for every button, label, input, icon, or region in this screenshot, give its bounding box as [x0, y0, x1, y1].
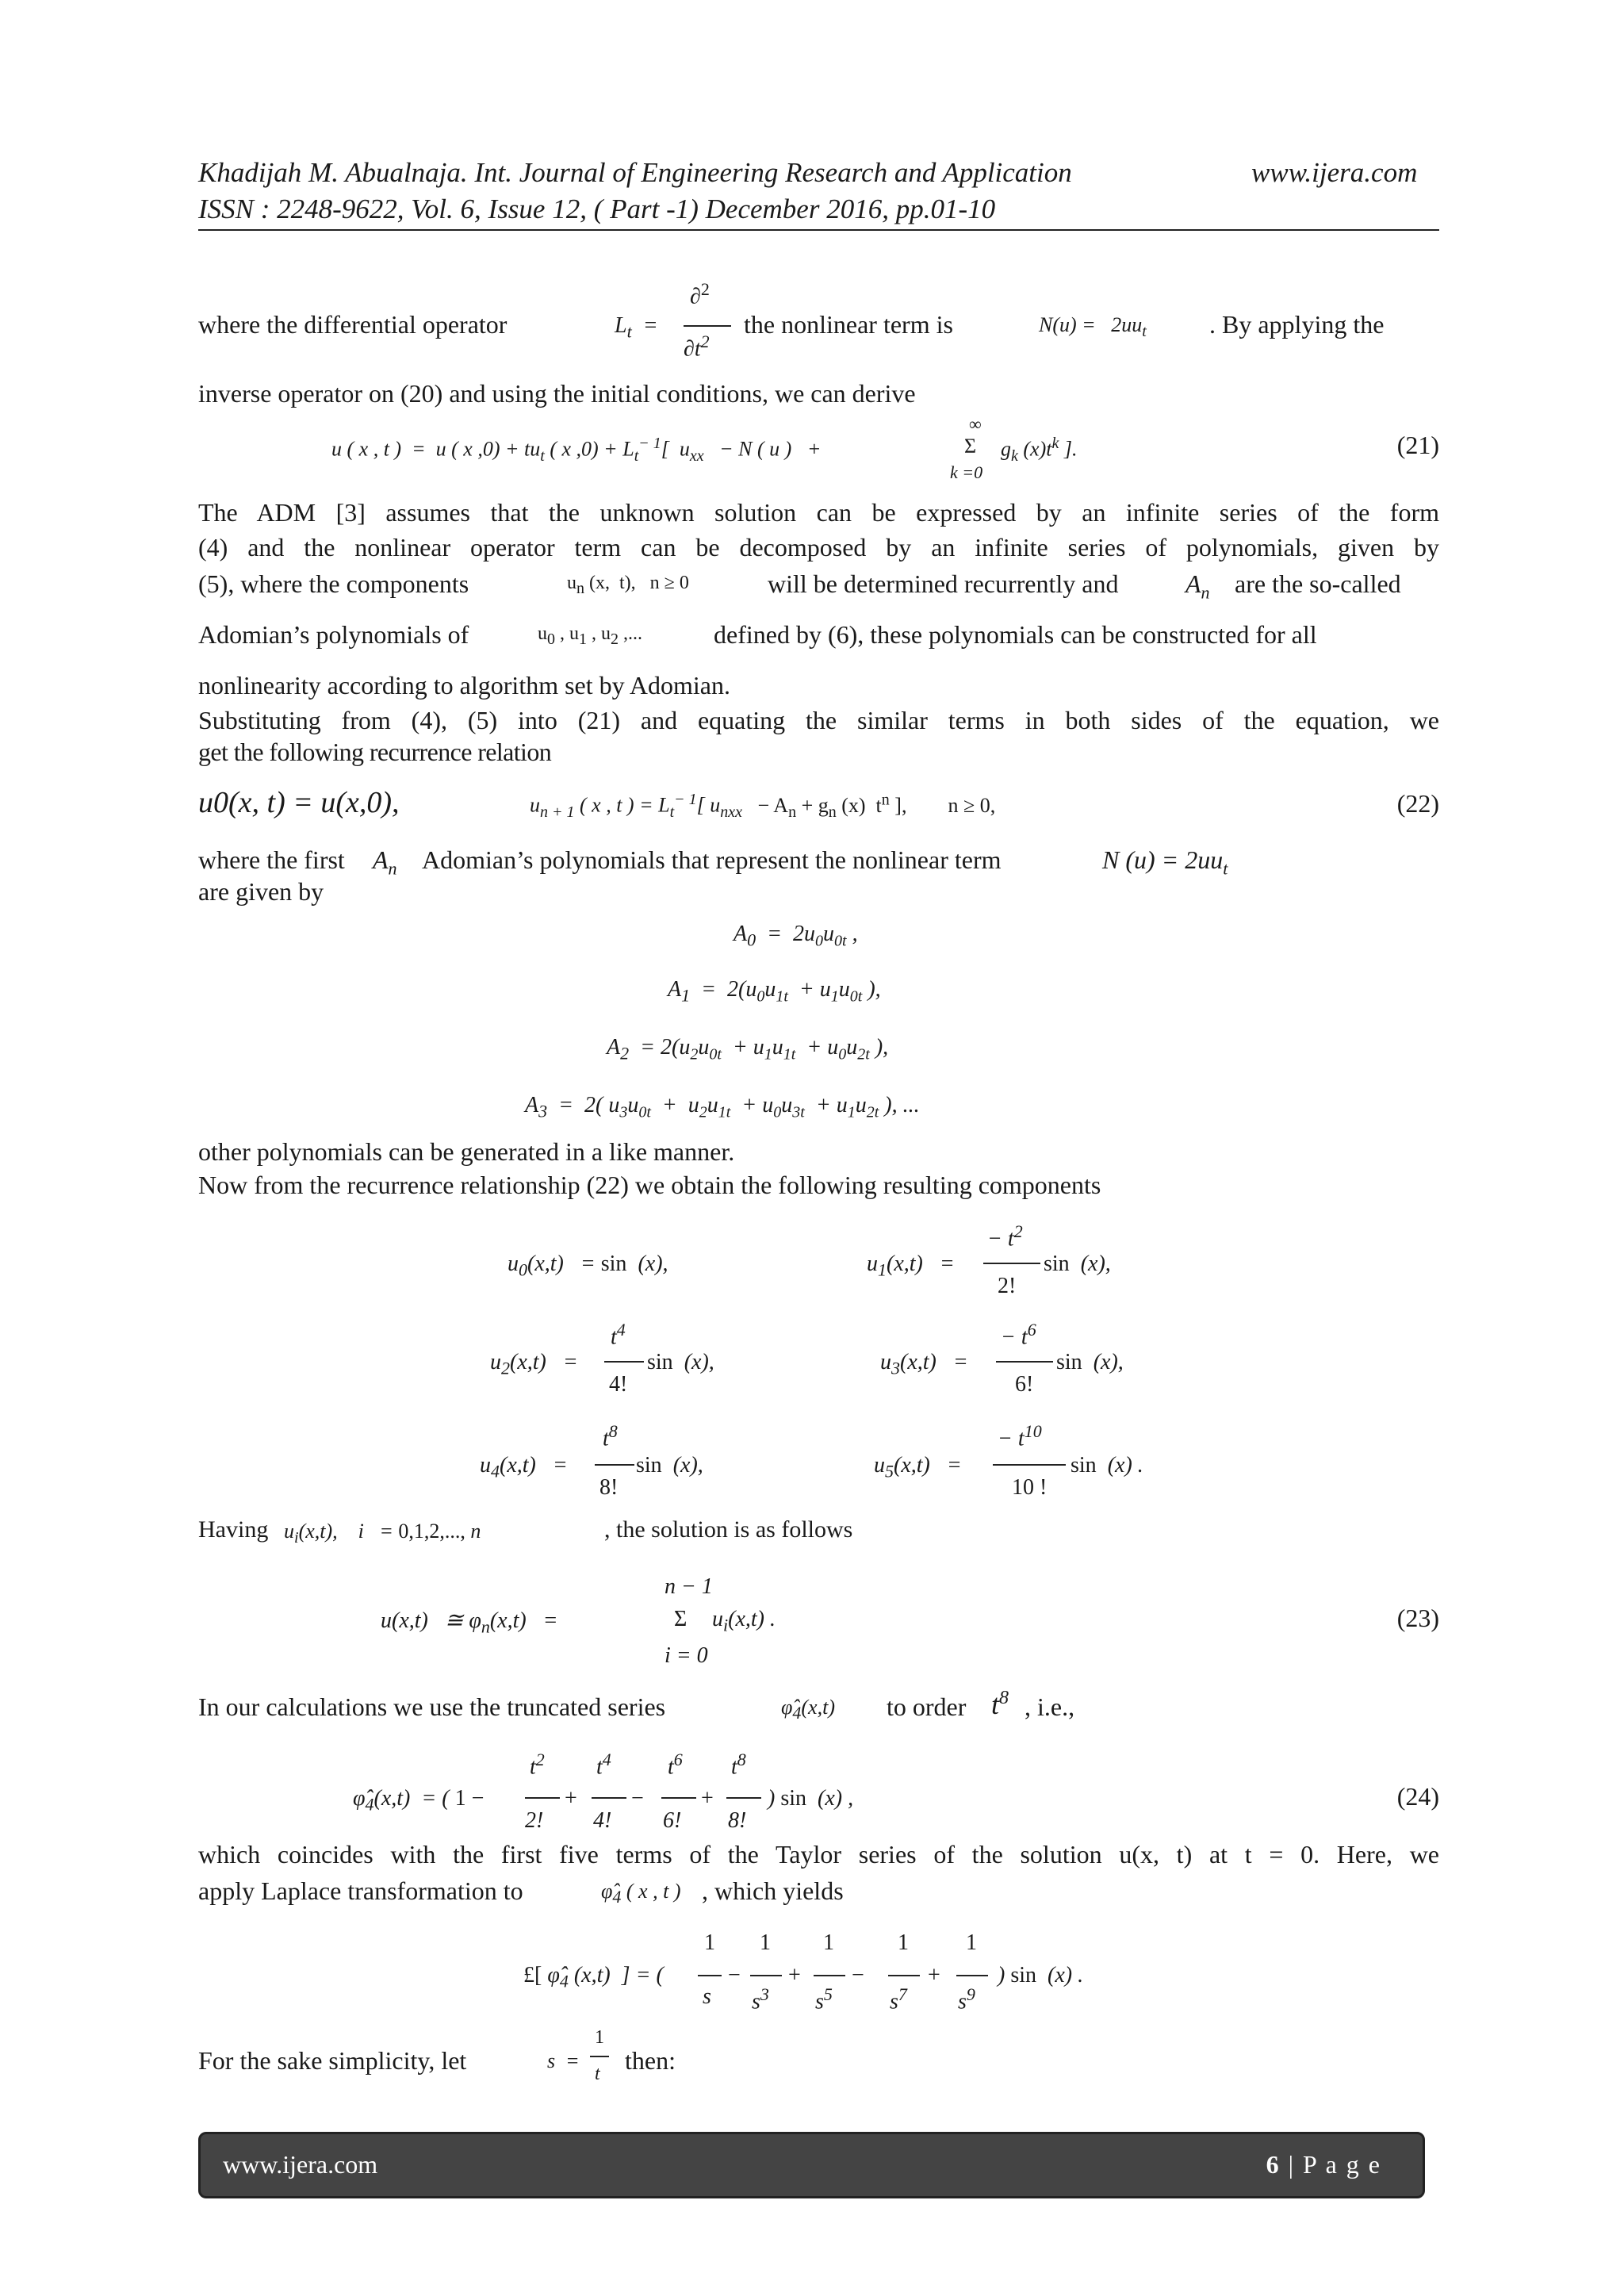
eq23-label: (23): [1396, 1604, 1439, 1632]
phi-hat-4-xt: $\varphî_4$ ( x , t ): [601, 1880, 681, 1907]
para8-text-a: For the sake simplicity, let: [198, 2046, 467, 2075]
ui-index-range: $u_i(x,t)$, i = 0,1,2,..., n: [284, 1520, 481, 1547]
page-label: | P a g e: [1280, 2150, 1381, 2179]
para2-line6: Substituting from (4), (5) into (21) and equating the similar terms in both sides of the equation, we: [198, 706, 1439, 734]
para1-text-a: where the differential operator: [198, 310, 508, 339]
page-number: 6: [1266, 2150, 1281, 2179]
para3-line1a: where the first: [198, 845, 345, 874]
header-rule: [198, 229, 1439, 231]
para1-text-b: the nonlinear term is: [744, 310, 953, 339]
polynomial-A3: $A_3 = 2$( $u_3u_{0t} + u_2u_{1t} + u_0u_{3t} + u_1u_{2t}$ ), ...: [525, 1093, 920, 1121]
para5-text-b: , the solution is as follows: [604, 1516, 853, 1543]
para2-line2: (4) and the nonlinear operator term can be decomposed by an infinite series of polynomials, given by: [198, 533, 1439, 562]
eq24-label: (24): [1396, 1782, 1439, 1811]
phi-hat-4: $\varphî_4(x,t)$: [781, 1696, 835, 1723]
para7-line2a: apply Laplace transformation to: [198, 1876, 523, 1905]
para7-line1: which coincides with the first five terms of the Taylor series of the solution u(x, t) at t = 0. Here, we: [198, 1840, 1439, 1869]
para7-line2b: , which yields: [702, 1876, 844, 1905]
adomian-u-list: $u_0$ , $u_1$ , $u_2$ ,...: [538, 623, 642, 648]
para2-line4a: Adomian’s polynomials of: [198, 620, 469, 649]
eq22-lhs: u0(x, t) = u(x,0),: [198, 786, 400, 819]
para2-line5: nonlinearity according to algorithm set by Adomian.: [198, 671, 730, 700]
para8-text-b: then:: [625, 2046, 676, 2075]
footer-bar: [198, 2132, 1425, 2198]
footer-url: www.ijera.com: [223, 2150, 378, 2179]
para2-line3c: are the so-called: [1235, 569, 1401, 598]
para2-line1: The ADM [3] assumes that the unknown solution can be expressed by an infinite series of the form: [198, 498, 1439, 527]
eq22-recurrence: $u_{n + 1}$ ( x , t ) = $L_t^{- 1}$[ $u_{nxx}$ − $A_n + g_n$ (x) $t^n$ ], n ≥ 0,: [530, 791, 996, 821]
footer-page: [1266, 2150, 1381, 2179]
nonlinear-term-inline: N $(u) = 2uu_t$: [1102, 845, 1228, 879]
para3-line2: are given by: [198, 877, 324, 906]
An-symbol-2: $A_n$: [373, 845, 397, 879]
journal-header-line1: Khadijah M. Abualnaja. Int. Journal of Engineering Research and Application: [198, 157, 1072, 188]
para2-line3b: will be determined recurrently and: [768, 569, 1119, 598]
para2-line7: get the following recurrence relation: [198, 738, 552, 766]
An-symbol: $A_n$: [1185, 569, 1210, 603]
nonlinear-term-N: $N(u) = 2uu_t$: [1039, 313, 1147, 341]
components-un: $u_n$ (x, t), n ≥ 0: [567, 573, 689, 597]
eq22-label: (22): [1396, 789, 1439, 818]
para3-line1b: Adomian’s polynomials that represent the nonlinear term: [422, 845, 1002, 874]
eq21-label: (21): [1396, 431, 1439, 459]
para4-line1: other polynomials can be generated in a like manner.: [198, 1137, 735, 1166]
component-u0: $u_0(x,t) = \sin (x)$,: [508, 1251, 668, 1280]
para1-text-d: inverse operator on (20) and using the initial conditions, we can derive: [198, 379, 916, 408]
polynomial-A2: $A_2 = 2(u_2u_{0t} + u_1u_{1t} + u_0u_{2t}$ ),: [607, 1035, 889, 1064]
t-power-8: $t^8$: [991, 1688, 1009, 1720]
para2-line4b: defined by (6), these polynomials can be constructed for all: [714, 620, 1317, 649]
journal-url: www.ijera.com: [1251, 157, 1418, 188]
para6-text-c: , i.e.,: [1025, 1692, 1075, 1721]
para4-line2: Now from the recurrence relationship (22) we obtain the following resulting components: [198, 1171, 1101, 1199]
para1-text-c: . By applying the: [1209, 310, 1385, 339]
polynomial-A1: $A_1 = 2(u_0u_{1t} + u_1u_{0t}$ ),: [668, 977, 881, 1006]
para5-text-a: Having: [198, 1516, 269, 1543]
para6-text-b: to order: [887, 1692, 967, 1721]
para6-text-a: In our calculations we use the truncated series: [198, 1692, 666, 1721]
para2-line3a: (5), where the components: [198, 569, 469, 598]
journal-header-line2: ISSN : 2248-9622, Vol. 6, Issue 12, ( Part -1) December 2016, pp.01-10: [198, 194, 996, 224]
polynomial-A0: $A_0 = 2u_0u_{0t}$ ,: [733, 922, 858, 950]
